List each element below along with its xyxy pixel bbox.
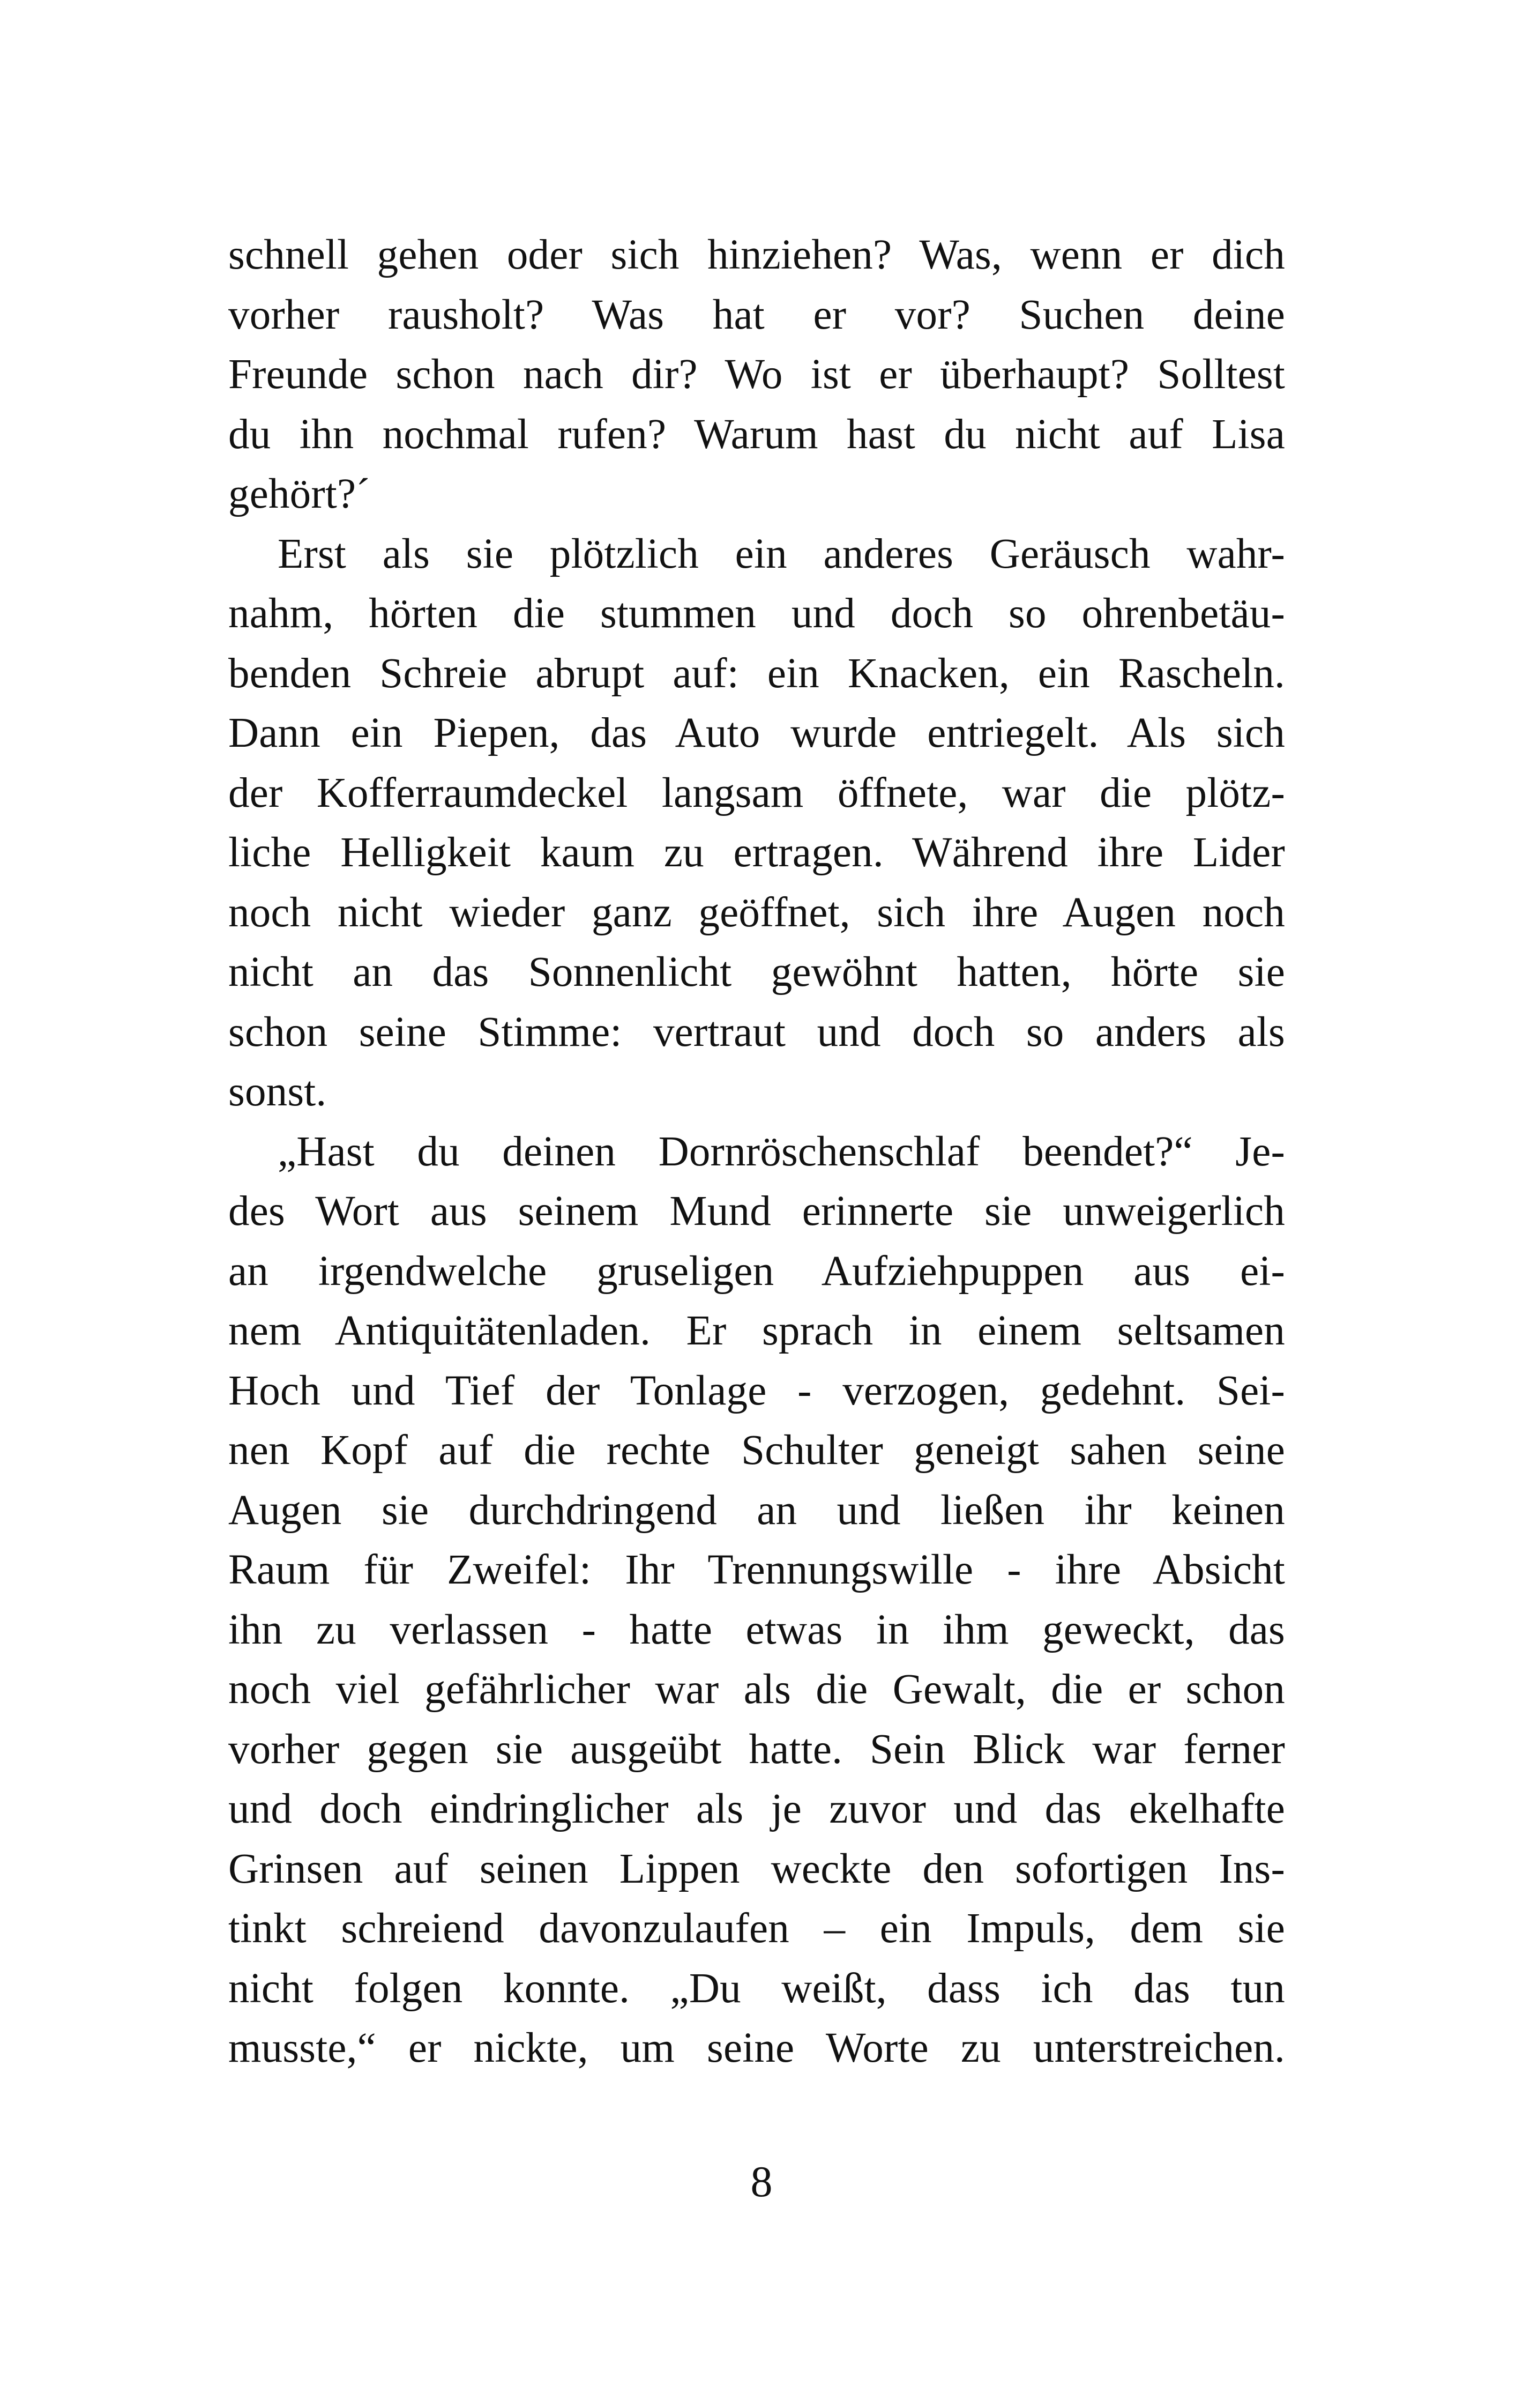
text-line: Freunde schon nach dir? Wo ist er überhaupt? Solltest xyxy=(228,351,1285,398)
body-text xyxy=(228,225,1285,2078)
text-line: und doch eindringlicher als je zuvor und das ekelhafte xyxy=(228,1786,1285,1832)
text-line: ihn zu verlassen - hatte etwas in ihm geweckt, das xyxy=(228,1606,1285,1653)
text-line: schnell gehen oder sich hinziehen? Was, wenn er dich xyxy=(228,232,1285,278)
text-line: nicht an das Sonnenlicht gewöhnt hatten, hörte sie xyxy=(228,949,1285,995)
paragraph-first-line: Erst als sie plötzlich ein anderes Geräusch wahr- xyxy=(278,530,1285,577)
text-line: noch nicht wieder ganz geöffnet, sich ihre Augen noch xyxy=(228,889,1285,936)
text-line: liche Helligkeit kaum zu ertragen. Während ihre Lider xyxy=(228,829,1285,876)
text-line: Raum für Zweifel: Ihr Trennungswille - ihre Absicht xyxy=(228,1547,1285,1593)
text-line: an irgendwelche gruseligen Aufziehpuppen aus ei- xyxy=(228,1247,1285,1295)
text-line: der Kofferraumdeckel langsam öffnete, war die plötz- xyxy=(228,769,1285,816)
text-line: nahm, hörten die stummen und doch so ohrenbetäu- xyxy=(228,590,1285,637)
text-line: Grinsen auf seinen Lippen weckte den sofortigen Ins- xyxy=(228,1845,1285,1892)
text-line: schon seine Stimme: vertraut und doch so anders als xyxy=(228,1008,1285,1056)
text-line: noch viel gefährlicher war als die Gewalt, die er schon xyxy=(228,1666,1285,1713)
text-line: tinkt schreiend davonzulaufen – ein Impuls, dem sie xyxy=(228,1905,1285,1952)
text-line: des Wort aus seinem Mund erinnerte sie unweigerlich xyxy=(228,1188,1285,1235)
text-line: musste,“ er nickte, um seine Worte zu unterstreichen. xyxy=(228,2025,1285,2071)
text-line: benden Schreie abrupt auf: ein Knacken, ein Rascheln. xyxy=(228,650,1285,697)
text-line: gehört?´ xyxy=(228,471,370,517)
text-line: vorher rausholt? Was hat er vor? Suchen deine xyxy=(228,291,1285,338)
text-line: nen Kopf auf die rechte Schulter geneigt sahen seine xyxy=(228,1427,1285,1474)
text-line: vorher gegen sie ausgeübt hatte. Sein Blick war ferner xyxy=(228,1726,1285,1773)
text-line: Augen sie durchdringend an und ließen ihr keinen xyxy=(228,1487,1285,1534)
text-line: Hoch und Tief der Tonlage - verzogen, gedehnt. Sei- xyxy=(228,1367,1285,1414)
text-line: nem Antiquitätenladen. Er sprach in einem seltsamen xyxy=(228,1307,1285,1354)
text-line: du ihn nochmal rufen? Warum hast du nicht auf Lisa xyxy=(228,411,1285,458)
text-line: Dann ein Piepen, das Auto wurde entriegelt. Als sich xyxy=(228,710,1285,756)
text-line: sonst. xyxy=(228,1068,327,1115)
text-line: nicht folgen konnte. „Du weißt, dass ich das tun xyxy=(228,1965,1285,2012)
page-number: 8 xyxy=(750,2157,773,2206)
paragraph-first-line: „Hast du deinen Dornröschenschlaf beendet?“ Je- xyxy=(278,1128,1285,1175)
